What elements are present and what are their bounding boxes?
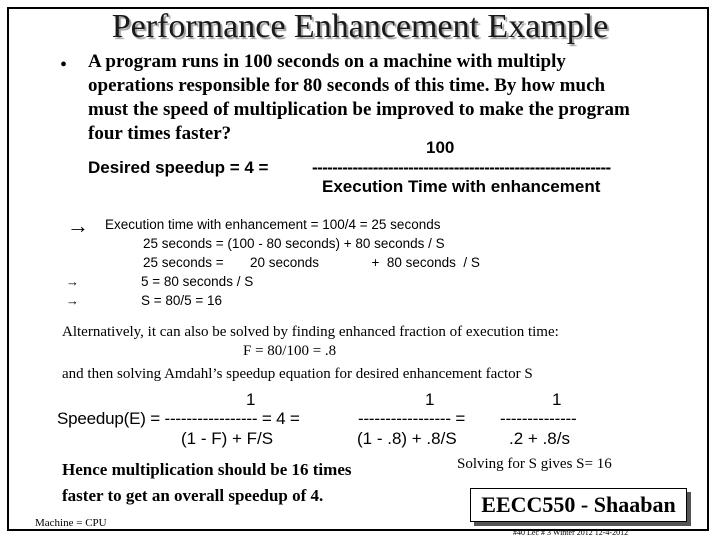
step-line: 25 seconds = 20 seconds + 80 seconds / S: [143, 255, 480, 270]
desired-fraction-bar: -----------------------------------------------------------: [312, 158, 611, 177]
equation-denominator: (1 - F) + F/S: [181, 429, 274, 448]
problem-line: four times faster?: [88, 123, 232, 144]
problem-line: operations responsible for 80 seconds of this time. By how much: [88, 75, 606, 96]
fraction-definition: F = 80/100 = .8: [243, 343, 337, 359]
equation-denominator: (1 - .8) + .8/S: [357, 429, 457, 448]
equation-fraction-bar: --------------: [500, 409, 577, 428]
arrow-icon: →: [67, 213, 89, 238]
speedup-equation: Speedup(E) = ----------------- = 4 =: [57, 409, 300, 428]
equation-numerator: 1: [425, 390, 435, 409]
conclusion-line: faster to get an overall speedup of 4.: [62, 486, 324, 505]
footer-machine-note: Machine = CPU: [35, 517, 107, 529]
equation-numerator: 1: [246, 390, 256, 409]
alternative-line: and then solving Amdahl’s speedup equation for desired enhancement factor S: [62, 366, 533, 382]
step-line: S = 80/5 = 16: [141, 293, 223, 308]
problem-line: must the speed of multiplication be improved to make the program: [88, 99, 630, 120]
slide-title: Performance Enhancement Example: [111, 8, 609, 45]
course-badge: EECC550 - Shaaban: [470, 488, 687, 522]
desired-denominator: Execution Time with enhancement: [322, 177, 601, 196]
equation-fraction-bar: ----------------- =: [358, 409, 466, 428]
step-line: Execution time with enhancement = 100/4 = 25 seconds: [105, 217, 441, 232]
desired-numerator: 100: [426, 138, 455, 157]
bullet-icon: •: [60, 54, 68, 76]
step-line: 25 seconds = (100 - 80 seconds) + 80 seconds / S: [143, 236, 445, 251]
alternative-line: Alternatively, it can also be solved by finding enhanced fraction of execution time:: [62, 324, 559, 340]
footer-slide-info: #40 Lec # 3 Winter 2012 12-4-2012: [513, 528, 629, 537]
desired-speedup-label: Desired speedup = 4 =: [88, 158, 269, 177]
arrow-icon: →: [66, 293, 79, 308]
step-line: 5 = 80 seconds / S: [141, 274, 254, 289]
solution-note: Solving for S gives S= 16: [457, 456, 612, 472]
problem-line: A program runs in 100 seconds on a machine with multiply: [88, 51, 566, 72]
equation-numerator: 1: [552, 390, 562, 409]
problem-statement: [88, 50, 688, 146]
arrow-icon: →: [66, 274, 79, 289]
equation-denominator: .2 + .8/s: [509, 429, 570, 448]
conclusion-line: Hence multiplication should be 16 times: [62, 460, 352, 479]
